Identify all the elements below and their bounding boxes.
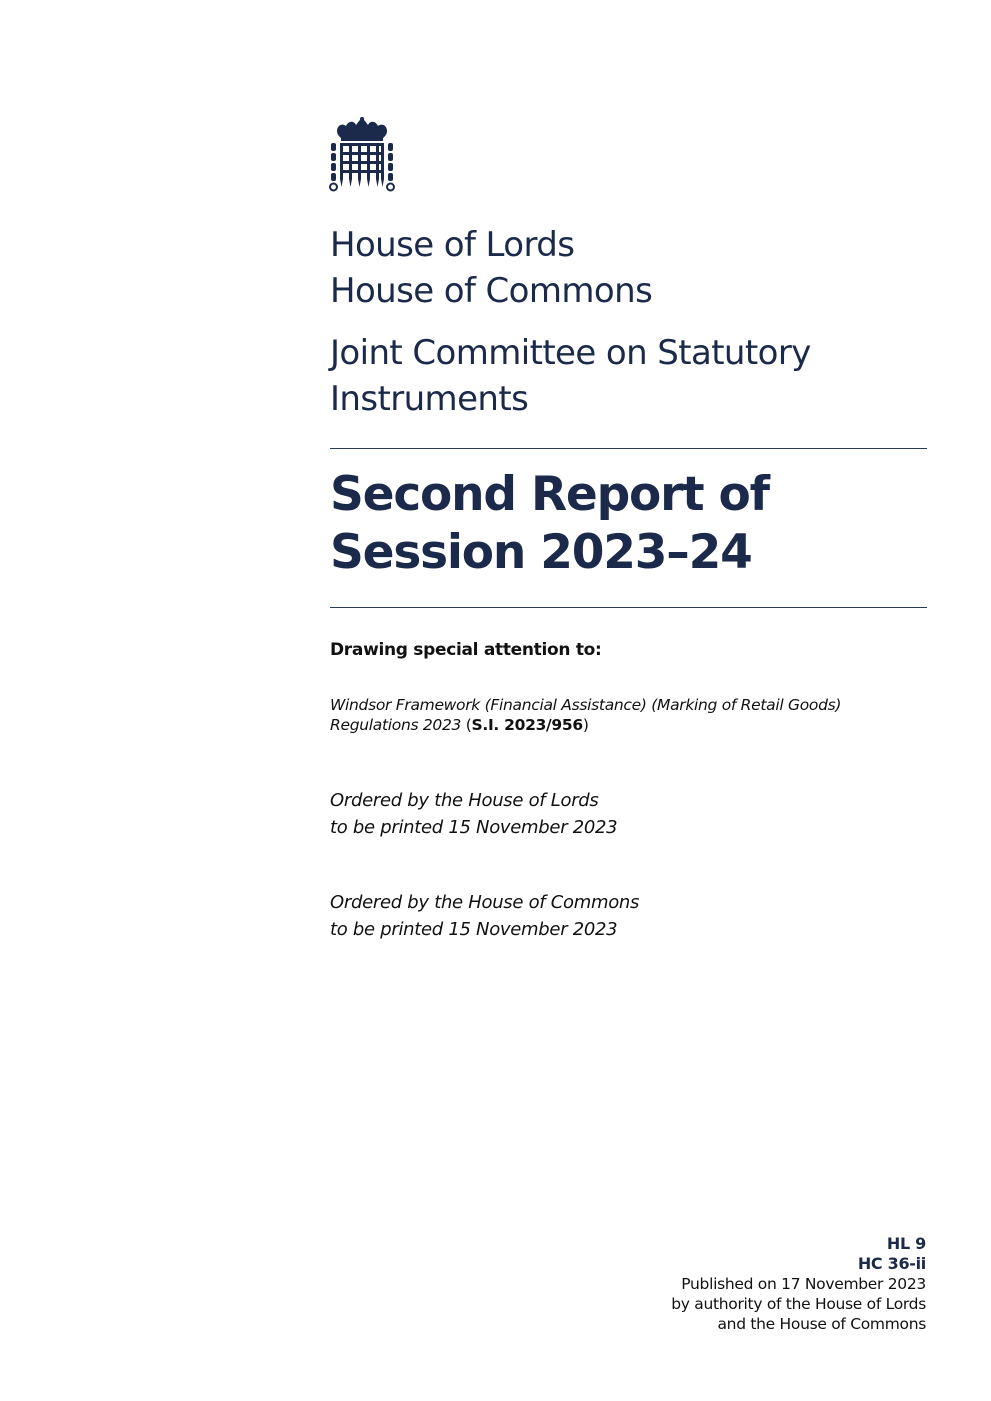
si-number: S.I. 2023/956 [471, 716, 583, 734]
attention-label: Drawing special attention to: [330, 640, 602, 660]
ordered-by-commons [330, 889, 730, 943]
report-title-line-1: Second Report of [330, 467, 769, 522]
si-close-paren: ) [582, 716, 589, 734]
portcullis-icon [329, 117, 395, 195]
authority-line-1: by authority of the House of Lords [671, 1295, 926, 1313]
report-title-line-2: Session 2023–24 [330, 525, 752, 580]
publication-info [671, 1234, 926, 1334]
house-of-commons-label: House of Commons [330, 271, 653, 311]
instrument-title-line-2: Regulations 2023 [330, 716, 462, 734]
published-date: Published on 17 November 2023 [681, 1275, 926, 1293]
instrument-title-line-1: Windsor Framework (Financial Assistance) (Marking of Retail Goods) [330, 696, 842, 714]
ordered-lords-line-1: Ordered by the House of Lords [330, 790, 599, 811]
houses-heading [330, 222, 652, 314]
bottom-divider [330, 607, 927, 608]
ordered-by-lords [330, 787, 730, 841]
instrument-reference [330, 695, 930, 735]
hl-paper-number: HL 9 [886, 1234, 926, 1253]
ordered-lords-line-2: to be printed 15 November 2023 [330, 817, 618, 838]
top-divider [330, 448, 927, 449]
ordered-commons-line-2: to be printed 15 November 2023 [330, 919, 618, 940]
hc-paper-number: HC 36-ii [857, 1254, 926, 1273]
report-title [330, 466, 930, 582]
si-open-paren: ( [465, 716, 472, 734]
committee-name: Joint Committee on Statutory Instruments [330, 333, 811, 419]
house-of-lords-label: House of Lords [330, 225, 575, 265]
authority-line-2: and the House of Commons [717, 1315, 926, 1333]
ordered-commons-line-1: Ordered by the House of Commons [330, 892, 640, 913]
